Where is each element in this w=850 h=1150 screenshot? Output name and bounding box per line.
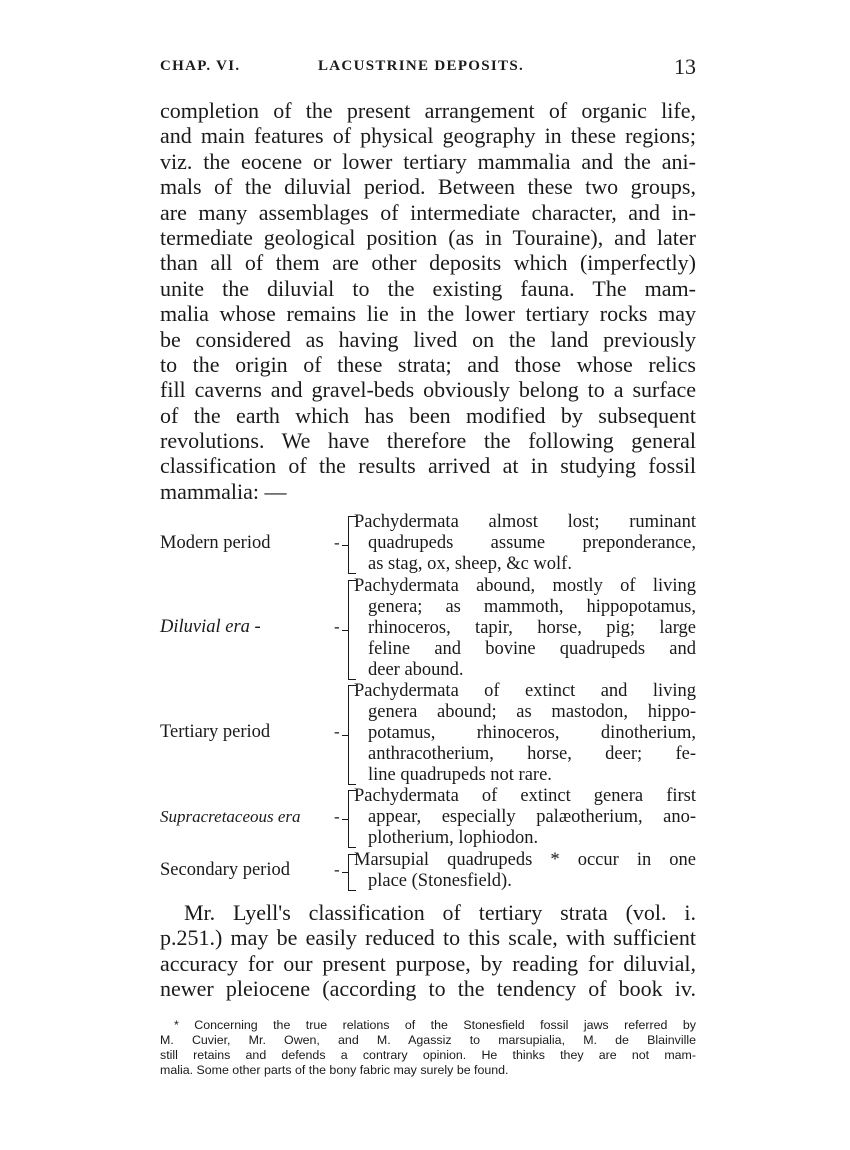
text-line: completion of the present arrangement of organic life, [160,98,696,123]
text-line: mals of the diluvial period. Between these two groups, [160,174,696,200]
period-name: Diluvial era - [160,617,261,637]
footnote [160,1018,696,1078]
footnote-line: still retains and defends a contrary opinion. He thinks they are not mam- [160,1048,696,1062]
text-line: are many assemblages of intermediate character, and in- [160,199,696,225]
desc-line: deer abound. [368,660,464,680]
text-line: accuracy for our present purpose, by reading for diluvial, [160,950,696,976]
desc-line: quadrupeds assume preponderance, [368,533,696,553]
desc-line: Pachydermata of extinct genera first [354,786,696,806]
text-line: malia whose remains lie in the lower tertiary rocks may [160,301,696,327]
text-line: termediate geological position (as in Touraine), and later [160,224,696,250]
text-line: than all of them are other deposits which (imperfectly) [160,250,696,276]
text-line: unite the diluvial to the existing fauna. The mam- [160,275,696,301]
dash: - [334,860,340,879]
text-line: Mr. Lyell's classification of tertiary strata (vol. i. [184,900,696,925]
footnote-line: malia. Some other parts of the bony fabric may surely be found. [160,1063,509,1077]
desc-line: appear, especially palæotherium, ano- [368,807,696,827]
text-line: and main features of physical geography in these regions; [160,123,696,149]
desc-line: genera; as mammoth, hippopotamus, [368,597,696,617]
text-line: newer pleiocene (according to the tendency of book iv. [160,976,696,1002]
desc-line: plotherium, lophiodon. [368,828,539,848]
text-line: of the earth which has been modified by subsequent [160,402,696,428]
desc-line: place (Stonesfield). [368,871,512,891]
period-name: Supracretaceous era [160,807,301,826]
dash: - [334,722,340,741]
period-description [354,786,696,849]
dash: - [334,533,340,552]
text-line: classification of the results arrived at in studying fossil [160,453,696,479]
desc-line: line quadrupeds not rare. [368,765,552,785]
chapter-label: CHAP. VI. [160,58,241,74]
footnote-line: * Concerning the true relations of the Stonesfield fossil jaws referred by [174,1018,696,1032]
period-description [354,850,696,892]
text-line: to the origin of these strata; and those whose relics [160,351,696,377]
running-title: LACUSTRINE DEPOSITS. [318,58,525,74]
period-name: Secondary period [160,860,290,880]
text-line: revolutions. We have therefore the following general [160,428,696,454]
paragraph-2 [160,900,696,1002]
period-description [354,681,696,786]
desc-line: rhinoceros, tapir, horse, pig; large [368,618,696,638]
desc-line: potamus, rhinoceros, dinotherium, [368,723,696,743]
period-description [354,576,696,681]
text-line: viz. the eocene or lower tertiary mammalia and the ani- [160,148,696,174]
footnote-line: M. Cuvier, Mr. Owen, and M. Agassiz to marsupialia, M. de Blainville [160,1033,696,1047]
text-line: p.251.) may be easily reduced to this scale, with sufficient [160,925,696,951]
text-line: fill caverns and gravel-beds obviously belong to a surface [160,377,696,403]
desc-line: as stag, ox, sheep, &c wolf. [368,554,572,574]
text-line: mammalia: — [160,478,287,504]
dash: - [334,807,340,826]
desc-line: feline and bovine quadrupeds and [368,639,696,659]
desc-line: anthracotherium, horse, deer; fe- [368,744,696,764]
period-name: Tertiary period [160,722,271,742]
period-name: Modern period [160,533,271,553]
desc-line: genera abound; as mastodon, hippo- [368,702,696,722]
desc-line: Marsupial quadrupeds * occur in one [354,850,696,870]
page-number: 13 [674,54,696,79]
desc-line: Pachydermata of extinct and living [354,681,696,701]
desc-line: Pachydermata abound, mostly of living [354,576,696,596]
paragraph-1 [160,98,696,504]
dash: - [334,617,340,636]
period-description [354,512,696,575]
desc-line: Pachydermata almost lost; ruminant [354,512,696,532]
text-line: be considered as having lived on the land previously [160,326,696,352]
